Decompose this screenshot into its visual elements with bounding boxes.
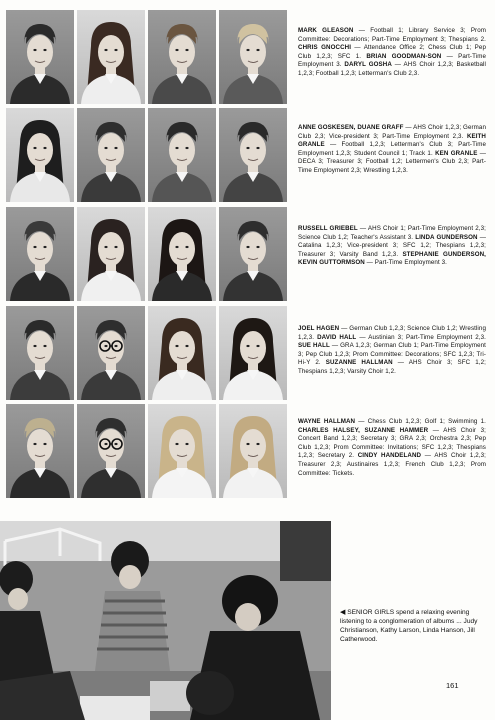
activities-text: — Catalina 1,2,3; Vice-president 3; SFC 1,2; Thespians 1,2,3; Treasurer 3; Varsity Band 1,2,3. — [298, 233, 486, 258]
caption-lead: SENIOR GIRLS — [347, 609, 395, 616]
caption-arrow-icon: ◀ — [340, 609, 346, 616]
activities-text: — AHS Choir 3; Concert Band 1,2,3; Secretary 3; GRA 2,3; Orchestra 2,3; Pep Club 1,2,3; Prom Committee: Invitations; SFC 1,2,3; Thespians 1,2,3; Secretary 2. — [298, 426, 486, 460]
student-name: KEN GRANLE — [435, 149, 478, 157]
student-name: WAYNE HALLMAN — [298, 418, 356, 425]
portrait-cindy-handeland — [219, 404, 287, 498]
student-name: KEITH GRANLE — [298, 132, 486, 149]
portrait-brian-goodmanson — [148, 10, 216, 104]
portrait-stephanie-gunderson — [148, 207, 216, 301]
portrait-chris-gnocchi — [77, 10, 145, 104]
activities-text: — Part-Time Employment 3. — [364, 259, 447, 267]
student-name: CHARLES HALSEY, SUZANNE HAMMER — [298, 426, 429, 434]
student-name: MARK GLEASON — [298, 27, 354, 34]
portrait-ken-granle — [219, 108, 287, 202]
student-name: DARYL GOSHA — [344, 61, 392, 69]
student-name: LINDA GUNDERSON — [415, 233, 478, 241]
activities-text: — Football 1,2,3; Letterman's Club 3; Part-Time Employment 1,2,3; Student Council 1; Track 1. — [298, 141, 486, 157]
activities-text: — Chess Club 1,2,3; Golf 1; Swimming 1. — [355, 418, 486, 425]
photo-caption — [340, 608, 486, 644]
portrait-sue-hall — [148, 306, 216, 400]
portrait-russell-griebel — [6, 207, 74, 301]
student-name: STEPHANIE GUNDERSON, KEVIN GUTTORMSON — [298, 250, 486, 267]
activities-text: — Part-Time Employment 3. — [298, 52, 486, 69]
portrait-kevin-guttormson — [219, 207, 287, 301]
portrait-linda-gunderson — [77, 207, 145, 301]
student-name: SUZANNE HALLMAN — [325, 359, 393, 367]
portrait-suzanne-hallman — [219, 306, 287, 400]
student-name: CHRIS GNOCCHI — [298, 44, 352, 52]
portrait-joel-hagen — [6, 306, 74, 400]
portrait-suzanne-hammer — [148, 404, 216, 498]
student-name: ANNE GOSKESEN, DUANE GRAFF — [298, 124, 404, 131]
activities-text: — German Club 1,2,3; Science Club 1,2; Wrestling 1,2,3. — [298, 325, 486, 341]
activities-text: — AHS Choir 1,2,3; German Club 2,3; Vice-president 3; Part-Time Employment 2,3. — [298, 124, 487, 140]
portrait-duane-graff — [77, 108, 145, 202]
student-name: DAVID HALL — [317, 333, 357, 341]
bio-block-row-4 — [298, 325, 486, 377]
bio-block-row-3 — [298, 225, 486, 268]
activities-text: — AHS Choir 1,2,3; Basketball 1,2,3; Football 1,2,3; Letterman's Club 2,3. — [298, 61, 486, 77]
student-name: RUSSELL GRIEBEL — [298, 225, 358, 232]
activities-text: — AHS Choir 3; SFC 1,2; Thespians 1,2,3; Varsity Choir 1,2. — [298, 359, 486, 375]
activities-text: — Football 1; Library Service 3; Prom Committee: Decorations; Part-Time Employment 3; Thespians 2. — [298, 27, 486, 43]
student-name: SUE HALL — [298, 342, 330, 350]
activities-text: — GRA 1,2,3; German Club 1; Part-Time Employment 3; Pep Club 1,2,3; Prom Committee: Decorations; SFC 1,2,3; Tri-Hi-Y 2. — [298, 342, 486, 367]
bio-block-row-5 — [298, 418, 486, 478]
activities-text: — Attendance Office 2; Chess Club 1; Pep Club 1,2,3; SFC 1. — [298, 44, 486, 60]
page-number: 161 — [446, 681, 459, 690]
portrait-daryl-gosha — [219, 10, 287, 104]
student-name: CINDY HANDELAND — [357, 452, 422, 460]
portrait-wayne-hallman — [6, 404, 74, 498]
portrait-charles-halsey — [77, 404, 145, 498]
portrait-keith-granle — [148, 108, 216, 202]
candid-photo-senior-girls — [0, 521, 331, 720]
caption-text: spend a relaxing evening listening to a conglomeration of albums ... Judy Christianson, Kathy Larson, Linda Hanson, Jill Catherwood. — [340, 609, 478, 643]
bio-block-row-1 — [298, 27, 486, 79]
activities-text: — AHS Choir 1; Part-Time Employment 2,3; Science Club 1,2; Teacher's Assistant 3. — [298, 225, 486, 241]
activities-text: — Austinian 3; Part-Time Employment 2,3. — [356, 333, 486, 341]
student-name: JOEL HAGEN — [298, 325, 340, 332]
portrait-mark-gleason — [6, 10, 74, 104]
activities-text: — DECA 3; Treasurer 3; Football 1,2; Lettermen's Club 2,3; Part-Time Employment 2,3; Wrestling 1,2,3. — [298, 149, 486, 174]
bio-block-row-2 — [298, 124, 486, 176]
portrait-anne-goskesen — [6, 108, 74, 202]
student-name: BRIAN GOODMAN-SON — [366, 52, 442, 60]
portrait-david-hall — [77, 306, 145, 400]
activities-text: — AHS Choir 1,2,3; Treasurer 2,3; Austinaires 1,2,3; French Club 1,2,3; Prom Committee: Tickets. — [298, 452, 486, 477]
